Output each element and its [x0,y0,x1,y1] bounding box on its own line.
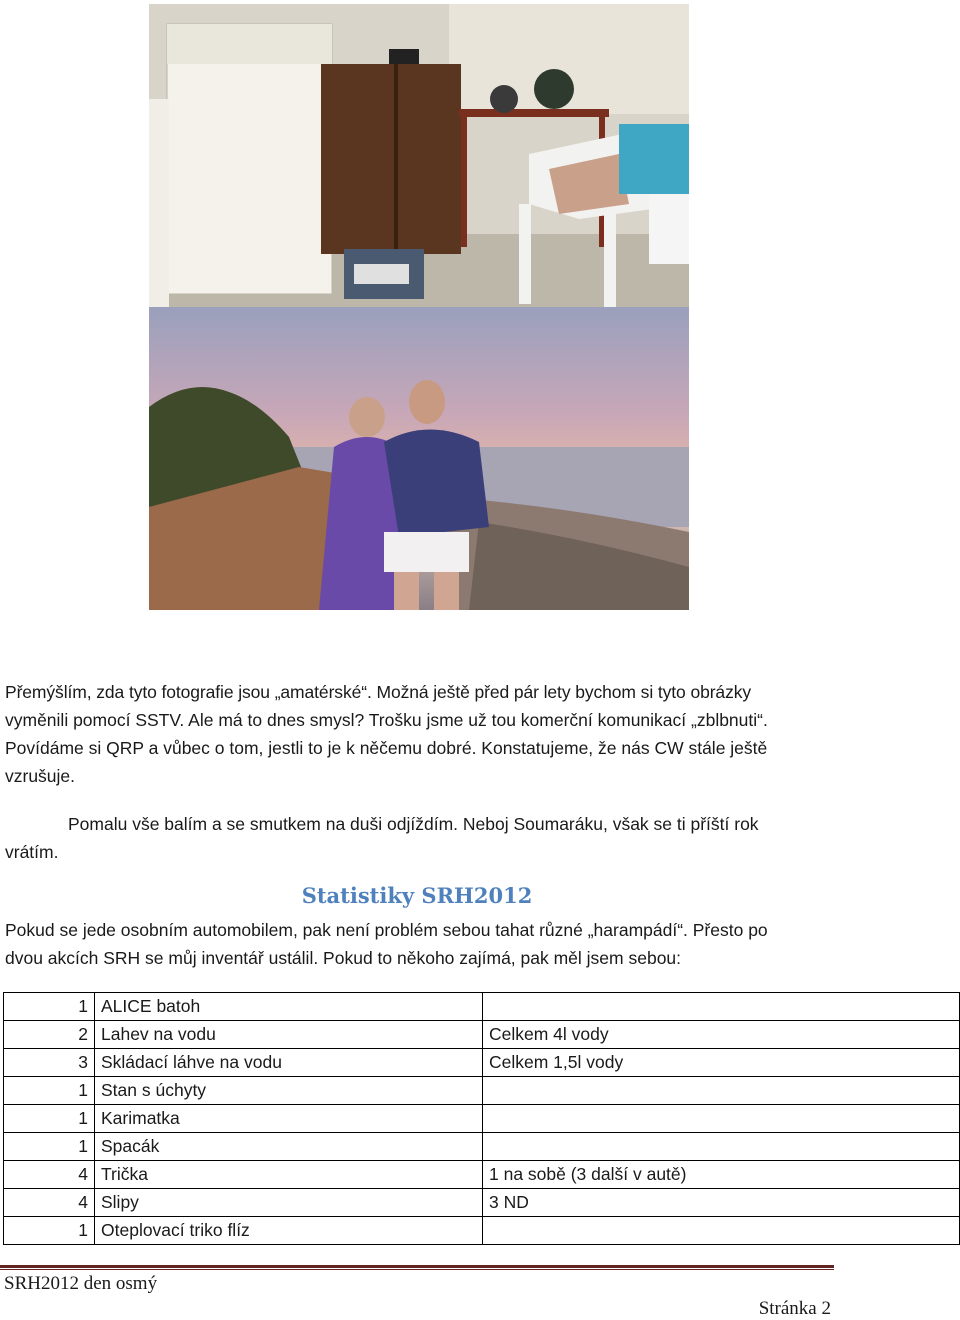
qty-cell: 1 [4,1133,95,1161]
footer-title: SRH2012 den osmý [4,1273,158,1294]
qty-cell: 3 [4,1049,95,1077]
intro-line-4: vzrušuje. [5,766,76,786]
table-row [4,1077,960,1105]
item-cell: Stan s úchyty [95,1077,483,1105]
section-heading: Statistiky SRH2012 [301,883,533,908]
item-cell: Trička [95,1161,483,1189]
table-row [4,1049,960,1077]
footer-rule-thin [0,1269,834,1270]
inventory-table [3,992,960,1245]
table-row [4,1189,960,1217]
page-number: Stránka 2 [758,1298,831,1319]
footer-rule [0,1265,834,1268]
sunset-couple-photo [149,307,689,610]
item-cell: ALICE batoh [95,993,483,1021]
note-cell: Celkem 4l vody [483,1021,960,1049]
garage-photo [149,4,689,307]
stats-line-1: Pokud se jede osobním automobilem, pak není problém sebou tahat různé „harampádí“. Přesto po [5,920,768,940]
farewell-line-1: Pomalu vše balím a se smutkem na duši odjíždím. Neboj Soumaráku, však se ti příští rok [68,814,759,834]
intro-line-3: Povídáme si QRP a vůbec o tom, jestli to je k něčemu dobré. Konstatujeme, že nás CW stále ještě [5,738,768,758]
farewell-line-2: vrátím. [5,842,59,862]
qty-cell: 1 [4,1077,95,1105]
table-row [4,1161,960,1189]
qty-cell: 4 [4,1161,95,1189]
note-cell [483,1077,960,1105]
item-cell: Spacák [95,1133,483,1161]
qty-cell: 1 [4,1105,95,1133]
table-row [4,1133,960,1161]
note-cell: 1 na sobě (3 další v autě) [483,1161,960,1189]
intro-paragraph [5,678,885,790]
qty-cell: 1 [4,1217,95,1245]
item-cell: Oteplovací triko flíz [95,1217,483,1245]
table-row [4,1217,960,1245]
item-cell: Skládací láhve na vodu [95,1049,483,1077]
table-row [4,993,960,1021]
intro-line-2: vyměnili pomocí SSTV. Ale má to dnes smysl? Trošku jsme už tou komerční komunikací „zblbnuti“. [5,710,768,730]
stats-line-2: dvou akcích SRH se můj inventář ustálil. Pokud to někoho zajímá, pak měl jsem sebou: [5,948,682,968]
farewell-paragraph [5,810,885,866]
item-cell: Karimatka [95,1105,483,1133]
qty-cell: 1 [4,993,95,1021]
table-row [4,1105,960,1133]
item-cell: Slipy [95,1189,483,1217]
item-cell: Lahev na vodu [95,1021,483,1049]
note-cell [483,1105,960,1133]
qty-cell: 4 [4,1189,95,1217]
note-cell: 3 ND [483,1189,960,1217]
note-cell [483,993,960,1021]
note-cell: Celkem 1,5l vody [483,1049,960,1077]
intro-line-1: Přemýšlím, zda tyto fotografie jsou „amatérské“. Možná ještě před pár lety bychom si tyto obrázky [5,682,752,702]
note-cell [483,1217,960,1245]
qty-cell: 2 [4,1021,95,1049]
stats-paragraph [5,916,885,972]
note-cell [483,1133,960,1161]
table-row [4,1021,960,1049]
